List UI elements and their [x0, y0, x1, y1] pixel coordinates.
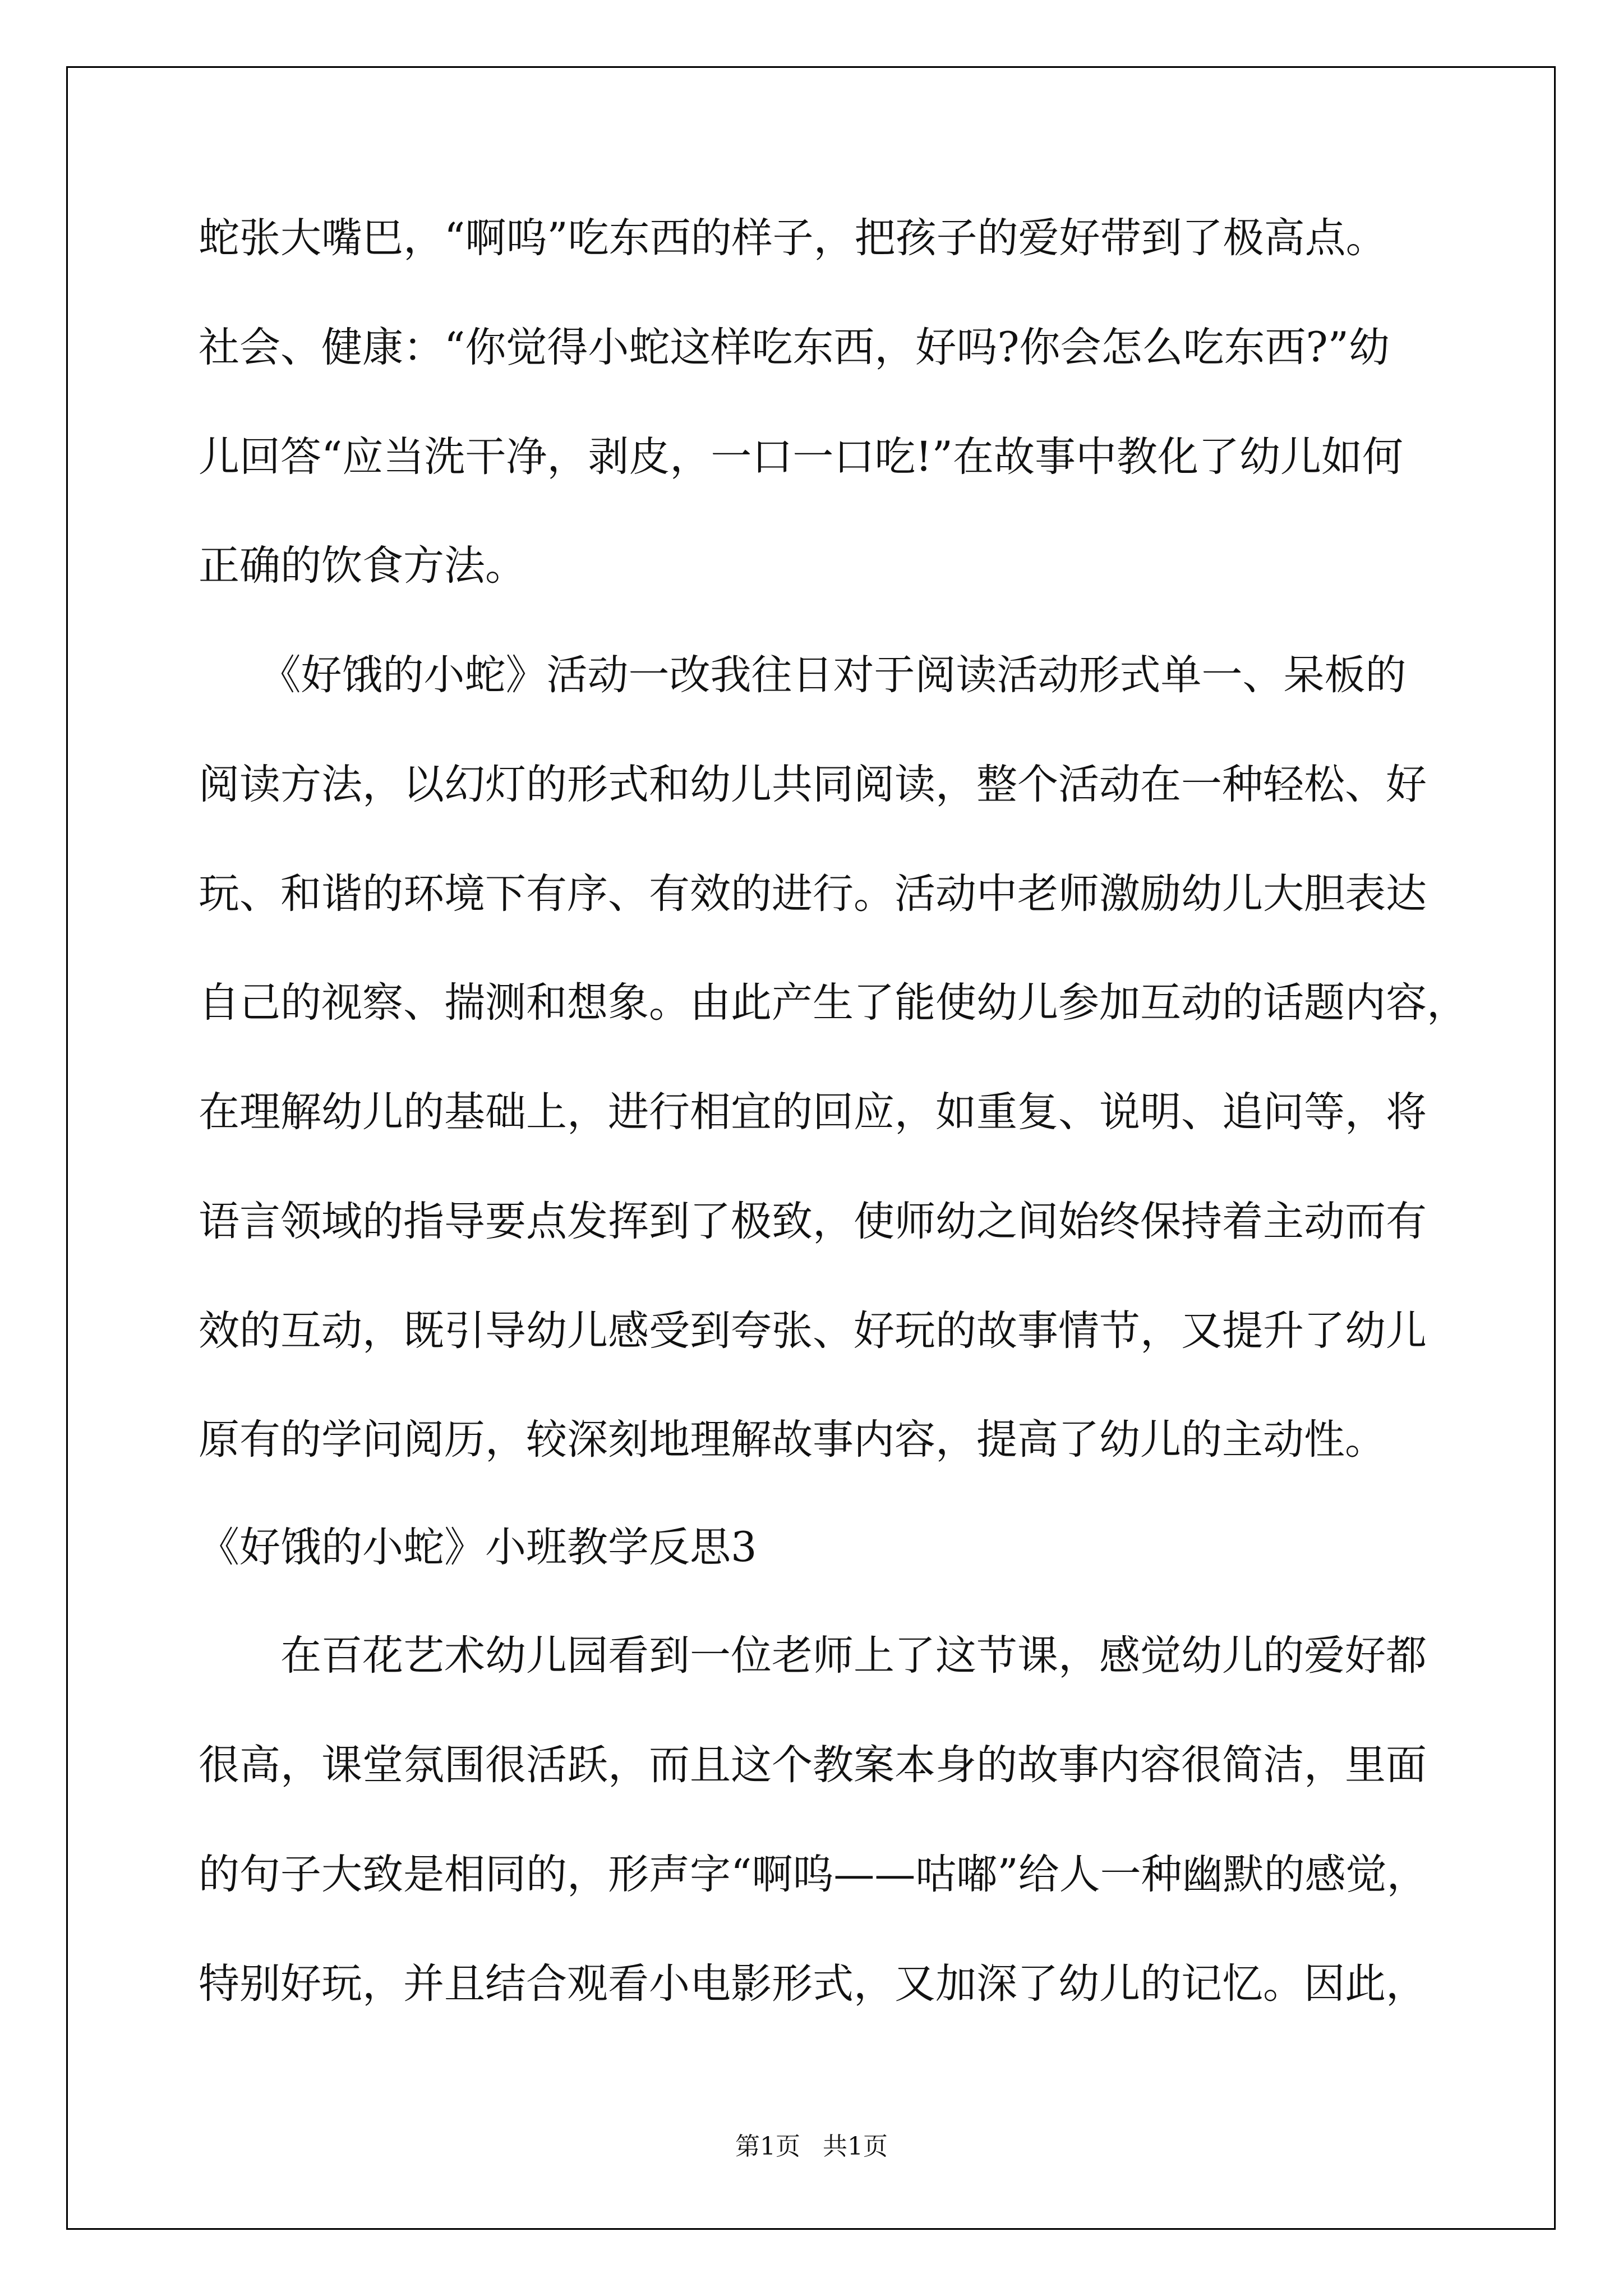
- text-line: 在百花艺术幼儿园看到一位老师上了这节课，感觉幼儿的爱好都: [199, 1632, 1427, 1680]
- text-line: 原有的学问阅历，较深刻地理解故事内容，提高了幼儿的主动性。: [199, 1416, 1386, 1464]
- text-line: 正确的饮食方法。: [199, 542, 526, 590]
- text-line: 玩、和谐的环境下有序、有效的进行。活动中老师激励幼儿大胆表达: [199, 870, 1427, 918]
- text-line: 语言领域的指导要点发挥到了极致，使师幼之间始终保持着主动而有: [199, 1198, 1427, 1245]
- page-footer: [0, 2126, 1623, 2162]
- text-line: 《好饿的小蛇》活动一改我往日对于阅读活动形式单一、呆板的: [199, 651, 1407, 699]
- page-number: 第1页: [735, 2132, 800, 2161]
- text-line: 蛇张大嘴巴，“啊呜”吃东西的样子，把孩子的爱好带到了极高点。: [199, 214, 1387, 262]
- section-heading: 《好饿的小蛇》小班教学反思3: [199, 1524, 757, 1571]
- text-line: 的句子大致是相同的，形声字“啊呜——咕嘟”给人一种幽默的感觉，: [199, 1851, 1428, 1898]
- text-line: 儿回答“应当洗干净，剥皮，一口一口吃!”在故事中教化了幼儿如何: [199, 433, 1403, 481]
- text-line: 很高，课堂氛围很活跃，而且这个教案本身的故事内容很简洁，里面: [199, 1741, 1427, 1789]
- page-total: 共1页: [823, 2132, 888, 2161]
- text-line: 自己的视察、揣测和想象。由此产生了能使幼儿参加互动的话题内容，: [199, 979, 1468, 1027]
- text-line: 特别好玩，并且结合观看小电影形式，又加深了幼儿的记忆。因此，: [199, 1960, 1427, 2008]
- text-line: 社会、健康：“你觉得小蛇这样吃东西，好吗?你会怎么吃东西?”幼: [199, 324, 1390, 371]
- page-border: [66, 66, 1556, 2230]
- text-line: 在理解幼儿的基础上，进行相宜的回应，如重复、说明、追问等，将: [199, 1088, 1427, 1136]
- text-line: 阅读方法，以幻灯的形式和幼儿共同阅读，整个活动在一种轻松、好: [199, 761, 1427, 808]
- text-line: 效的互动，既引导幼儿感受到夸张、好玩的故事情节，又提升了幼儿: [199, 1307, 1427, 1355]
